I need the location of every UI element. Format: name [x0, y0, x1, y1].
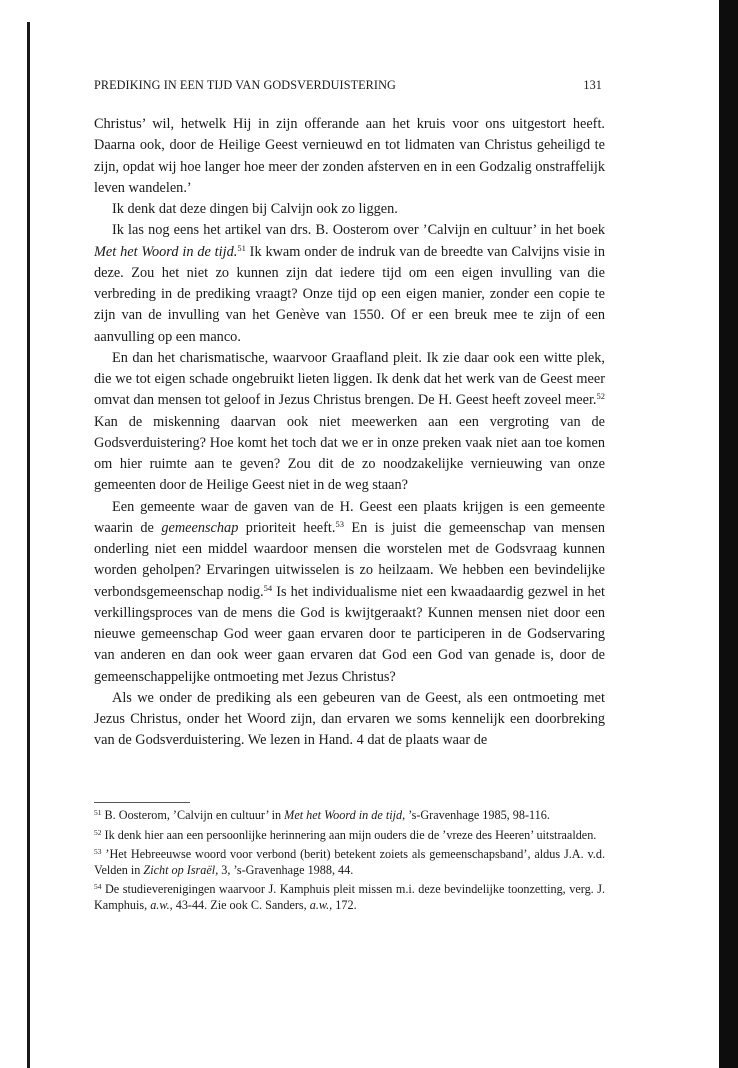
- footnote-marker: 51: [94, 808, 102, 817]
- paragraph: [94, 114, 605, 199]
- footnote-marker: 52: [94, 827, 102, 837]
- footnote-marker: 52: [596, 391, 605, 402]
- text-run: Kan de miskenning daarvan ook niet meewerken aan een vergroting van de Godsverduistering? Hoe komt het toch dat we er in onze preken vaak niet aan toe komen om hier ruimte aan te geven? Zou dit de zo noodzakelijke vernieuwing van onze gemeenten door de Heilige Geest niet in de weg staan?: [94, 413, 605, 494]
- footnote-marker: 54: [263, 582, 273, 593]
- text-run: Ik denk dat deze dingen bij Calvijn ook zo liggen.: [112, 201, 398, 217]
- footnote-marker: 53: [335, 518, 344, 529]
- text-run: En dan het charismatische, waarvoor Graafland pleit. Ik zie daar ook een witte plek, die we tot eigen schade ongebruikt lieten liggen. Ik denk dat het werk van de Geest meer omvat dan mensen tot geloof in Jezus Christus brengen. De H. Geest heeft zoveel meer.: [94, 349, 605, 409]
- italic-text: Met het Woord in de tijd,: [284, 808, 406, 822]
- text-run: ’s-Gravenhage 1985, 98-116.: [405, 808, 550, 822]
- footnote-marker: 51: [237, 242, 246, 253]
- text-run: Is het individualisme niet een kwaadaardig gezwel in het verkillingsproces van de mens die God is kwijtgeraakt? Kunnen mensen niet door een nieuwe gemeenschap God weer gaan ervaren door te participeren in de Godservaring van anderen en dan ook weer gaan ervaren dat God een God van genade is, door de gemeenschappelijke ontmoeting met Jezus Christus?: [94, 583, 605, 685]
- paragraph: [94, 220, 605, 348]
- text-run: Ik kwam onder de indruk van de breedte van Calvijns visie in deze. Zou het niet zo kunnen zijn dat iedere tijd om een eigen invulling van die verbreding in de prediking vraagt? Onze tijd op een eigen manier, zonder een copie te zijn van de invulling van het Genève van 1550. Of er een breuk mee te zijn of een aanvulling op een manco.: [94, 243, 605, 345]
- text-run: En is juist die gemeenschap van mensen onderling niet een middel waardoor mensen die worstelen met de Godsvraag kunnen worden geholpen? Ervaringen uitwisselen is zo heilzaam. We hebben een bevindelijke verbondsgemeenschap nodig.: [94, 519, 605, 600]
- text-run: prioriteit heeft.: [238, 519, 336, 536]
- italic-text: Zicht op Israël,: [143, 862, 219, 877]
- footnote: [94, 882, 605, 913]
- text-run: ’Het Hebreeuwse woord voor verbond (berit) betekent zoiets als gemeenschapsband’, aldus J.A. v.d. Velden in: [94, 847, 605, 877]
- text-run: 3, ’s-Gravenhage 1988, 44.: [218, 862, 354, 877]
- paragraph: [94, 497, 605, 688]
- footnote: [94, 808, 605, 824]
- scan-right-edge: [719, 0, 738, 1068]
- text-run: 43-44. Zie ook C. Sanders,: [172, 897, 310, 912]
- italic-text: a.w.,: [309, 897, 333, 912]
- italic-text: a.w.,: [150, 897, 173, 912]
- paragraph: [94, 688, 605, 752]
- paragraph: [94, 199, 605, 220]
- text-run: Christus’ wil, hetwelk Hij in zijn offerande aan het kruis voor ons uitgestort heeft. Daarna ook, door de Heilige Geest vernieuwd en tot lidmaten van Christus geheiligd te zijn, opdat wij hoe langer hoe meer der zonden afsterven en in een Godzalig onstraffelijk leven wandelen.’: [94, 116, 605, 196]
- footnote: [94, 847, 605, 878]
- text-run: Als we onder de prediking als een gebeuren van de Geest, als een ontmoeting met Jezus Christus, onder het Woord zijn, dan ervaren we soms kennelijk een doorbreking van de Godsverduistering. We lezen in Hand. 4 dat de plaats waar de: [94, 689, 605, 749]
- italic-text: Met het Woord in de tijd.: [94, 243, 238, 260]
- footnote-marker: 53: [94, 847, 102, 857]
- footnote-rule: [94, 802, 190, 803]
- footnote-marker: 54: [94, 882, 102, 892]
- running-title: PREDIKING IN EEN TIJD VAN GODSVERDUISTERING: [94, 78, 396, 92]
- page-number: 131: [583, 78, 602, 92]
- text-run: Ik las nog eens het artikel van drs. B. Oosterom over ’Calvijn en cultuur’ in het boek: [112, 222, 605, 239]
- footnotes: [94, 808, 605, 918]
- italic-text: gemeenschap: [161, 519, 239, 536]
- scan-left-edge: [27, 22, 30, 1068]
- body-text: [94, 114, 605, 752]
- text-run: De studieverenigingen waarvoor J. Kamphuis pleit missen m.i. deze bevindelijke toonzetting, verg. J. Kamphuis,: [94, 882, 605, 912]
- text-run: Een gemeente waar de gaven van de H. Geest een plaats krijgen is een gemeente waarin de: [94, 498, 605, 536]
- footnote: [94, 828, 605, 844]
- paragraph: [94, 348, 605, 497]
- text-run: B. Oosterom, ’Calvijn en cultuur’ in: [101, 808, 285, 822]
- text-run: 172.: [332, 897, 357, 912]
- text-run: Ik denk hier aan een persoonlijke herinnering aan mijn ouders die de ’vreze des Heeren’ uitstraalden.: [101, 827, 597, 842]
